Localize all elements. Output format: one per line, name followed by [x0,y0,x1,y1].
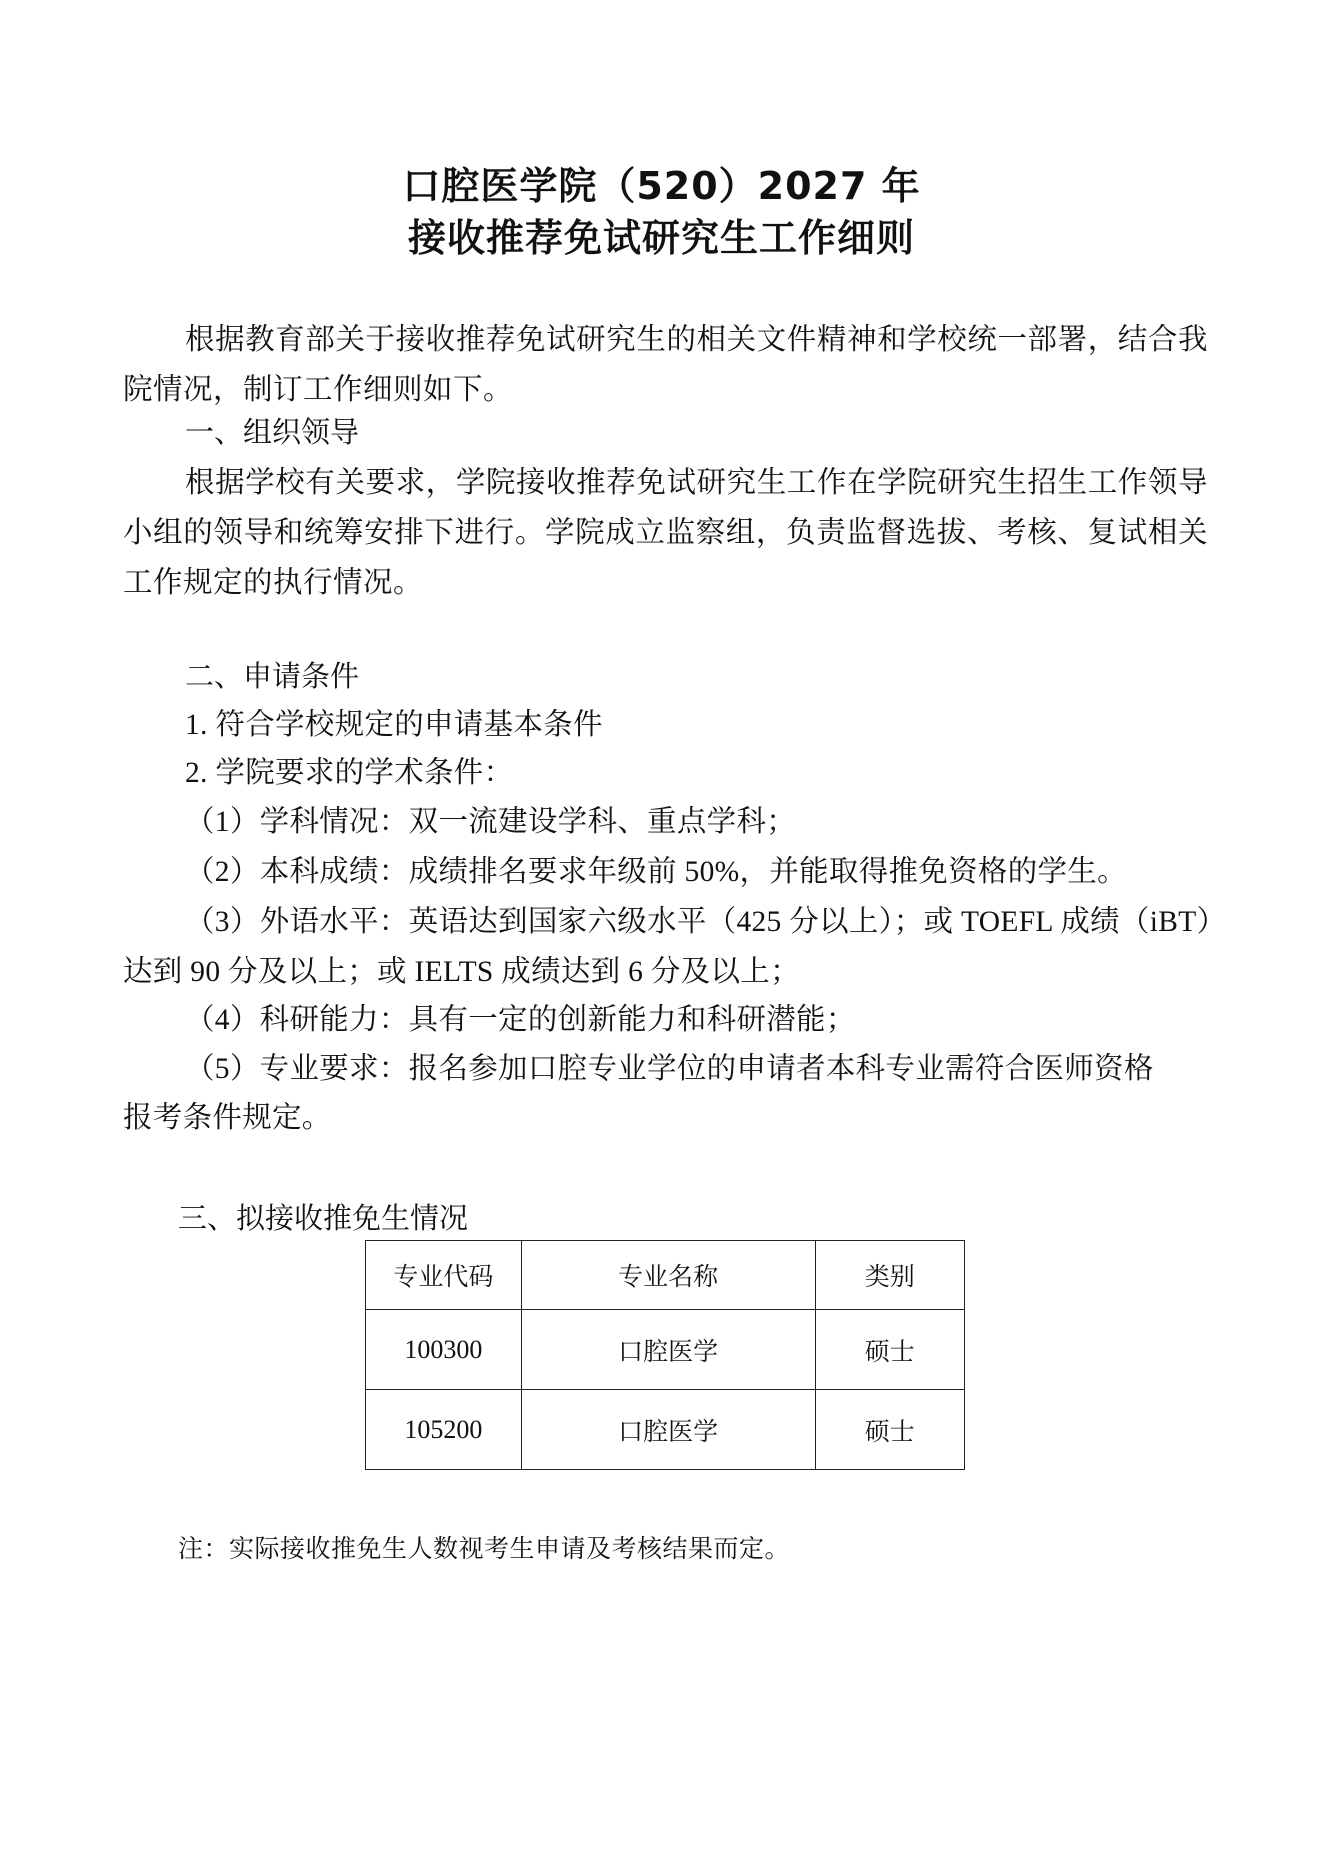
category-cell: 硕士 [815,1390,964,1470]
section1-heading: 一、组织领导 [185,415,360,449]
table-row [366,1390,965,1470]
category-cell: 硕士 [815,1310,964,1390]
condition-sub-5: （5）专业要求：报名参加口腔专业学位的申请者本科专业需符合医师资格 [185,1053,1154,1085]
document-title-line2: 接收推荐免试研究生工作细则 [407,216,915,260]
major-name-cell: 口腔医学 [521,1310,815,1390]
majors-table [365,1240,965,1470]
condition-item-1: 1. 符合学校规定的申请基本条件 [185,709,603,741]
header-major-name: 专业名称 [521,1241,815,1310]
condition-sub-2: （2）本科成绩：成绩排名要求年级前 50%，并能取得推免资格的学生。 [185,856,1127,888]
table-header-row [366,1241,965,1310]
section2-heading: 二、申请条件 [185,659,360,693]
header-major-code: 专业代码 [366,1241,522,1310]
major-code-cell: 105200 [366,1390,522,1470]
major-name-cell: 口腔医学 [521,1390,815,1470]
condition-item-2: 2. 学院要求的学术条件： [185,757,514,789]
condition-sub-3-cont: 达到 90 分及以上；或 IELTS 成绩达到 6 分及以上； [123,956,800,988]
section3-heading: 三、拟接收推免生情况 [178,1201,469,1235]
table-row [366,1310,965,1390]
document-title-line1: 口腔医学院（520）2027 年 [402,164,921,208]
condition-sub-1: （1）学科情况：双一流建设学科、重点学科； [185,806,797,838]
condition-sub-4: （4）科研能力：具有一定的创新能力和科研潜能； [185,1004,856,1036]
section1-body: 根据学校有关要求，学院接收推荐免试研究生工作在学院研究生招生工作领导小组的领导和统筹安排下进行。学院成立监察组，负责监督选拔、考核、复试相关工作规定的执行情况。 [123,467,1208,599]
condition-sub-3: （3）外语水平：英语达到国家六级水平（425 分以上）；或 TOEFL 成绩（iBT） [185,906,1227,938]
header-category: 类别 [815,1241,964,1310]
footnote: 注：实际接收推免生人数视考生申请及考核结果而定。 [178,1536,791,1563]
condition-sub-5-cont: 报考条件规定。 [123,1102,332,1134]
major-code-cell: 100300 [366,1310,522,1390]
intro-paragraph: 根据教育部关于接收推荐免试研究生的相关文件精神和学校统一部署，结合我院情况，制订工作细则如下。 [123,324,1208,406]
